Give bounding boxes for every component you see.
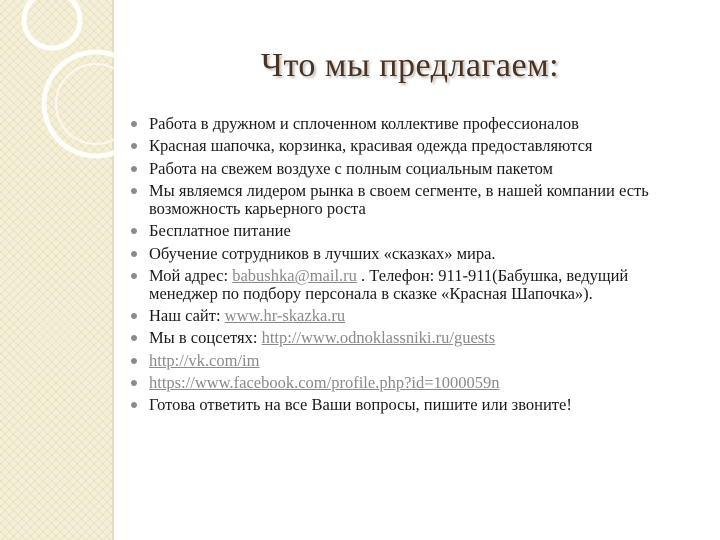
item-text: Мой адрес: xyxy=(149,265,233,285)
item-text: Обучение сотрудников в лучших «сказках» мира. xyxy=(149,243,496,263)
offer-list xyxy=(127,115,697,419)
bullet-icon xyxy=(131,166,137,172)
list-item xyxy=(127,222,697,240)
bullet-icon xyxy=(131,358,137,364)
bullet-icon xyxy=(131,121,137,127)
list-item xyxy=(127,137,697,155)
item-text: Наш сайт: xyxy=(149,305,225,325)
list-item xyxy=(127,115,697,133)
item-text: Работа на свежем воздухе с полным социальным пакетом xyxy=(149,158,553,178)
item-link[interactable]: http://vk.com/im xyxy=(149,350,260,370)
item-text: Бесплатное питание xyxy=(149,221,291,241)
item-link[interactable]: http://www.odnoklassniki.ru/guests xyxy=(261,328,496,348)
item-text: Готова ответить на все Ваши вопросы, пишите или звоните! xyxy=(149,395,572,415)
bullet-icon xyxy=(131,273,137,279)
item-text: Мы являемся лидером рынка в своем сегменте, в нашей компании есть возможность карьерного роста xyxy=(149,181,649,218)
slide-title: Что мы предлагаем: xyxy=(260,47,560,84)
list-item xyxy=(127,374,697,392)
bullet-icon xyxy=(131,402,137,408)
bullet-icon xyxy=(131,251,137,257)
list-item xyxy=(127,160,697,178)
list-item xyxy=(127,352,697,370)
item-text: Работа в дружном и сплоченном коллективе профессионалов xyxy=(149,114,579,133)
bullet-icon xyxy=(131,228,137,234)
item-link[interactable]: babushka@mail.ru xyxy=(232,265,357,285)
item-link[interactable]: www.hr-skazka.ru xyxy=(224,305,346,325)
item-link[interactable]: https://www.facebook.com/profile.php?id=1000059n xyxy=(149,373,500,393)
list-item xyxy=(127,307,697,325)
bullet-icon xyxy=(131,335,137,341)
bullet-icon xyxy=(131,188,137,194)
list-item xyxy=(127,329,697,347)
bullet-icon xyxy=(131,313,137,319)
list-item xyxy=(127,245,697,263)
item-text: Мы в соцсетях: xyxy=(149,328,262,348)
list-item xyxy=(127,267,697,302)
bullet-icon xyxy=(131,380,137,386)
list-item xyxy=(127,182,697,217)
item-text: Красная шапочка, корзинка, красивая одежда предоставляются xyxy=(149,136,593,156)
bullet-icon xyxy=(131,143,137,149)
item-text: . Телефон: 911-911(Бабушка, ведущий менеджер по подбору персонала в сказке «Красная Шапочка»). xyxy=(149,265,629,303)
list-item xyxy=(127,396,697,414)
